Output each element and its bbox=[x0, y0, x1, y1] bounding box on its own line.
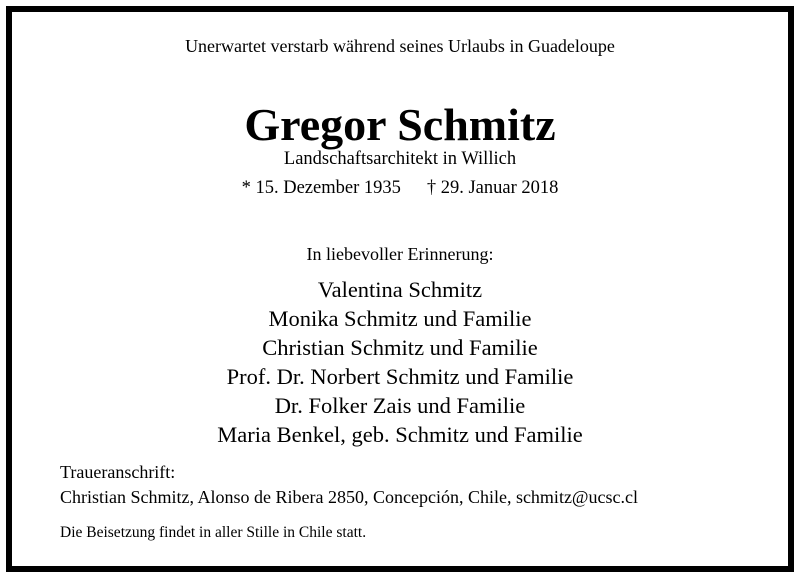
intro-text: Unerwartet verstarb während seines Urlaubs in Guadeloupe bbox=[185, 36, 615, 56]
death-date: † 29. Januar 2018 bbox=[426, 178, 559, 198]
deceased-name: Gregor Schmitz bbox=[244, 99, 556, 150]
mourner-item: Valentina Schmitz bbox=[317, 277, 483, 302]
address-label: Traueranschrift: bbox=[60, 462, 176, 482]
mourner-item: Dr. Folker Zais und Familie bbox=[274, 393, 526, 418]
mourner-item: Prof. Dr. Norbert Schmitz und Familie bbox=[226, 364, 574, 389]
occupation-text: Landschaftsarchitekt in Willich bbox=[283, 149, 517, 169]
memory-heading: In liebevoller Erinnerung: bbox=[306, 244, 494, 264]
burial-note: Die Beisetzung findet in aller Stille in Chile statt. bbox=[60, 524, 367, 541]
mourner-item: Christian Schmitz und Familie bbox=[262, 335, 538, 360]
mourning-address: Christian Schmitz, Alonso de Ribera 2850, Concepción, Chile, schmitz@ucsc.cl bbox=[60, 487, 638, 507]
mourner-item: Monika Schmitz und Familie bbox=[268, 306, 532, 331]
life-dates bbox=[0, 178, 800, 199]
mourner-item: Maria Benkel, geb. Schmitz und Familie bbox=[217, 422, 583, 447]
birth-date: * 15. Dezember 1935 bbox=[241, 178, 401, 198]
